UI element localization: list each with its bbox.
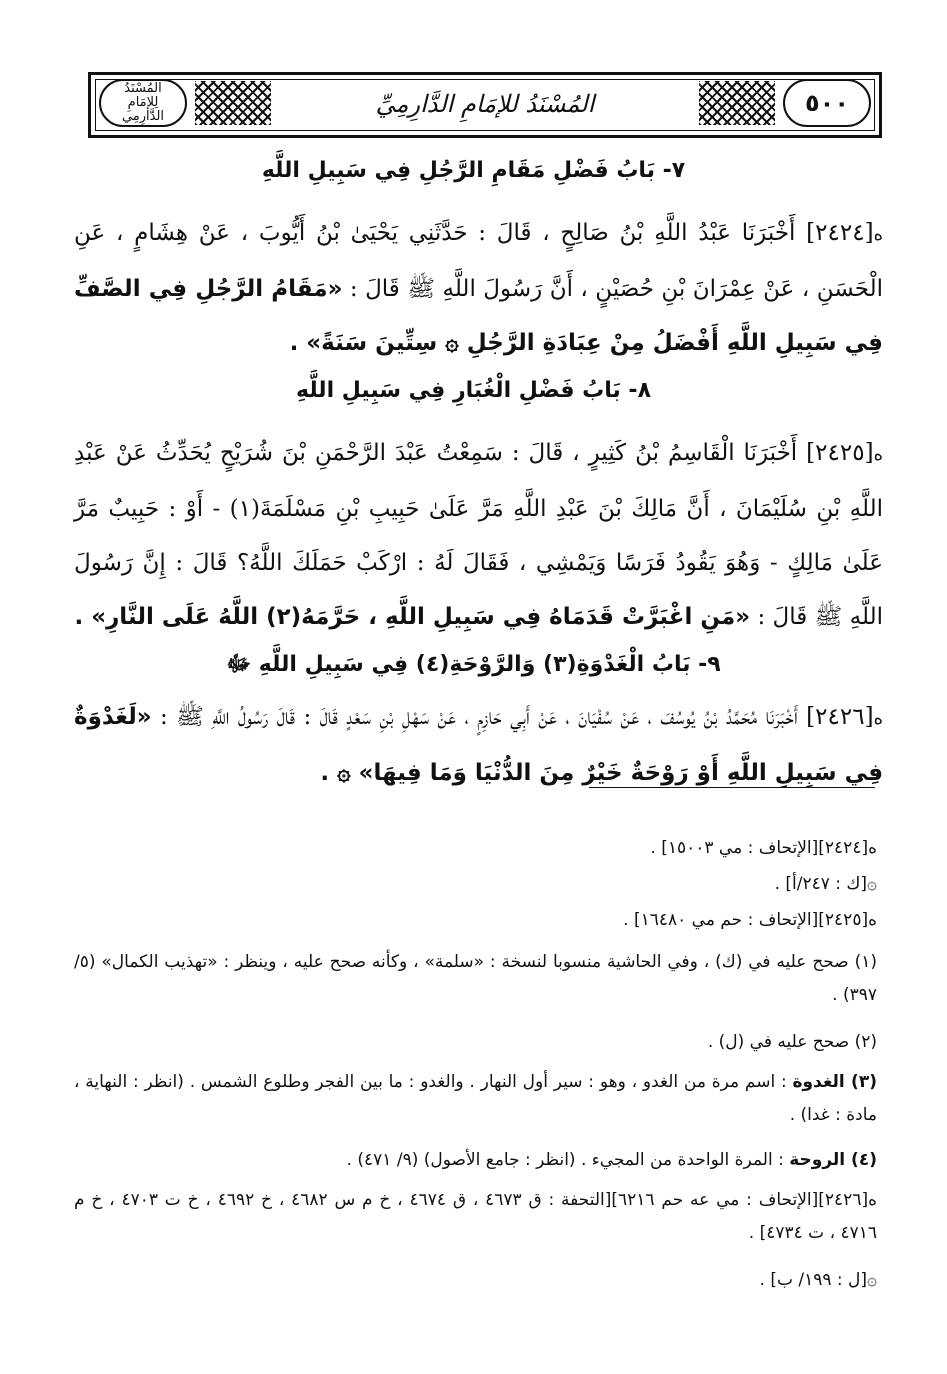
hadith-marker: ه: [873, 224, 883, 245]
footnote-text: ه[٢٤٢٥][الإتحاف : حم مي ١٦٤٨٠] .: [623, 910, 877, 930]
chapter-heading: ٧- بَابُ فَضْلِ مَقَامِ الرَّجُلِ فِي سَبِيلِ اللَّهِ: [261, 158, 686, 183]
hadith-number: [٢٤٢٤]: [806, 220, 874, 246]
hadith-quote: «لَغَدْوَةٌ فِي سَبِيلِ اللَّهِ أَوْ رَوْحَةٌ خَيْرٌ مِنَ الدُّنْيَا وَمَا فِيهَا» ۞ .: [74, 704, 883, 786]
footnote: [74, 1184, 877, 1250]
footnote-text: ۞[ل : ١٩٩/ ب] .: [759, 1270, 877, 1290]
footnote: [74, 904, 877, 937]
page-header: [88, 72, 882, 138]
hadith-2425: [74, 426, 883, 644]
chapter-heading: ٨- بَابُ فَضْلِ الْغُبَارِ فِي سَبِيلِ اللَّهِ: [295, 378, 652, 403]
footnote: [74, 1026, 877, 1059]
hadith-marker: ه: [873, 444, 883, 465]
page-number: ٥٠٠: [805, 89, 849, 117]
ornament-pattern-right: [699, 81, 775, 125]
footnote: [74, 832, 877, 865]
footnote-text: ه[٢٤٢٤][الإتحاف : مي ١٥٠٠٣] .: [650, 838, 877, 858]
footnote-text: (١) صحح عليه في (ك) ، وفي الحاشية منسوبا لنسخة : «سلمة» ، وكأنه صحح عليه ، وينظر : «تهذيب الكمال» (٥/ ٣٩٧) .: [74, 952, 877, 1005]
seal-text: المُسْنَدُ لِلإمَامِ الدَّارِمِي: [121, 81, 165, 124]
footnote: [74, 1264, 877, 1297]
footnote-term: (٣) الغدوة: [792, 1072, 877, 1092]
footnote-text: : اسم مرة من الغدو ، وهو : سير أول النهار . والغدو : ما بين الفجر وطلوع الشمس . (انظر : النهاية ، مادة : غدا) .: [74, 1072, 877, 1125]
footnote: [74, 868, 877, 901]
footnote-text: ه[٢٤٢٦][الإتحاف : مي عه حم ٦٢١٦][التحفة : ق ٤٦٧٣ ، ق ٤٦٧٤ ، خ م س ٤٦٨٢ ، خ ٤٦٩٢ ، خ ت ٤٧٠٣ ، خ م ٤٧١٦ ، ت ٤٧٣٤] .: [74, 1190, 877, 1243]
footnote-term: (٤) الروحة: [789, 1150, 877, 1170]
hadith-marker: ه: [873, 708, 883, 729]
footnote: [74, 946, 877, 1012]
footnote-text: (٢) صحح عليه في (ل) .: [707, 1032, 877, 1052]
page-number-cartouche: [783, 79, 871, 127]
footnote-separator: [589, 787, 875, 788]
chapter-heading: ٩- بَابُ الْغَدْوَةِ(٣) وَالرَّوْحَةِ(٤) فِي سَبِيلِ اللَّهِ ﷻ: [226, 652, 721, 677]
hadith-number: [٢٤٢٥]: [806, 440, 874, 466]
hadith-number: [٢٤٢٦]: [806, 704, 874, 730]
ornament-pattern-left: [195, 81, 271, 125]
hadith-2424: [74, 206, 883, 370]
hadith-text: أَخْبَرَنَا الْقَاسِمُ بْنُ كَثِيرٍ ، قَالَ : سَمِعْتُ عَبْدَ الرَّحْمَنِ بْنَ شُرَيْحٍ يُحَدِّثُ عَنْ عَبْدِ اللَّهِ بْنِ سُلَيْمَانَ ، أَنَّ مَالِكَ بْنَ عَبْدِ اللَّهِ مَرَّ عَلَىٰ حَبِيبِ بْنِ مَسْلَمَةَ(١) - أَوْ : حَبِيبٌ مَرَّ عَلَىٰ مَالِكٍ - وَهُوَ يَقُودُ فَرَسًا وَيَمْشِي ، فَقَالَ لَهُ : ارْكَبْ حَمَلَكَ اللَّهُ؟ قَالَ : إِنَّ رَسُولَ اللَّهِ ﷺ قَالَ :: [74, 440, 883, 630]
hadith-2426: [74, 690, 883, 800]
running-title: المُسْنَدُ للإمَامِ الدَّارِمِيِّ: [291, 83, 679, 125]
footnote-text: : المرة الواحدة من المجيء . (انظر : جامع الأصول) (٩/ ٤٧١) .: [346, 1150, 784, 1170]
title-seal: [99, 79, 187, 127]
footnote: [74, 1144, 877, 1177]
footnote-text: ۞[ك : ٢٤٧/أ] .: [774, 874, 877, 894]
hadith-text: أَخْبَرَنَا مُحَمَّدُ بْنُ يُوسُفَ ، عَنْ سُفْيَانَ ، عَنْ أَبِي حَازِمٍ ، عَنْ سَهْلِ بْنِ سَعْدٍ قَالَ : قَالَ رَسُولُ اللَّهِ ﷺ :: [160, 704, 798, 730]
hadith-text: أَخْبَرَنَا عَبْدُ اللَّهِ بْنُ صَالِحٍ ، قَالَ : حَدَّثَنِي يَحْيَىٰ بْنُ أَيُّوبَ ، عَنْ هِشَامٍ ، عَنِ الْحَسَنِ ، عَنْ عِمْرَانَ بْنِ حُصَيْنٍ ، أَنَّ رَسُولَ اللَّهِ ﷺ قَالَ :: [74, 220, 884, 302]
hadith-quote: «مَقَامُ الرَّجُلِ فِي الصَّفِّ فِي سَبِيلِ اللَّهِ أَفْضَلُ مِنْ عِبَادَةِ الرَّجُلِ ۞ سِتِّينَ سَنَةً» .: [74, 276, 883, 356]
hadith-quote: «مَنِ اغْبَرَّتْ قَدَمَاهُ فِي سَبِيلِ اللَّهِ ، حَرَّمَهُ(٢) اللَّهُ عَلَى النَّارِ» .: [74, 604, 751, 630]
footnote: [74, 1066, 877, 1132]
